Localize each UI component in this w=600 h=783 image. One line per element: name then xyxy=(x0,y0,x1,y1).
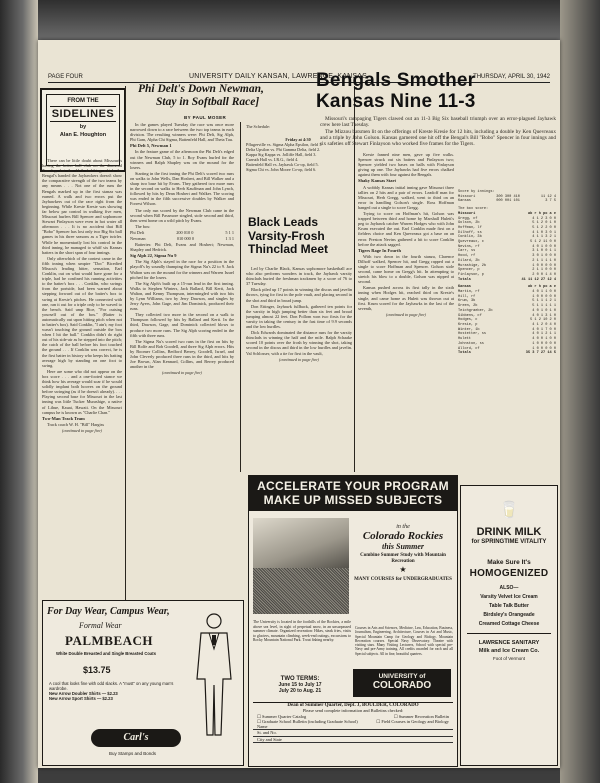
ad-headline: ACCELERATE YOUR PROGRAM xyxy=(257,479,449,493)
bengals-headline xyxy=(316,70,556,122)
continued-note: (continued to page five) xyxy=(386,311,426,317)
ad-course-list: Courses in Arts and Sciences, Medicine, Law, Education, Business, Journalism, Engineering, Architecture, Courses in Art and Music, Special Mountain Camp for Geology and Biology. Mountain Recreation courses. Special Navy Observatory. Theatre with visiting stars. Many Visiting Lecturers, School with special pre-Navy and pre-Army training. All credits awarded for each and all Special subjects. All in fine, beautiful quarters. xyxy=(355,626,453,656)
colorado-ad-banner xyxy=(249,476,457,511)
sidelines-subhead: Two-Man Track Team xyxy=(42,415,85,421)
bengals-column xyxy=(358,152,454,472)
ad-product: Birdsley's Orangeade xyxy=(483,612,535,618)
schedule-game: Carruth Hall vs. I.R.G., field 4. xyxy=(246,157,299,162)
schedule-game: Battenfeld Hall vs. Jayhawk Co-op, field 5. xyxy=(246,162,319,167)
innings-row: Missouri 300 300 410 11 12 4 xyxy=(458,194,556,199)
man-illustration-icon xyxy=(191,609,237,739)
track-headline xyxy=(248,216,356,257)
innings-row: Kansas 000 001 101 3 7 5 xyxy=(458,199,556,204)
ad-text: A cool that looks fine with odd slacks. A "must" on any young man's wardrobe. xyxy=(49,681,174,691)
ad-headline: MAKE UP MISSED SUBJECTS xyxy=(263,493,443,507)
box-header-row: Missouri ab r h po a e xyxy=(458,211,556,216)
totals-row: Totals 41 11 12 27 12 4 xyxy=(458,277,556,282)
ad-text: Buy Stamps and Bonds xyxy=(109,751,157,756)
player-row: Hoffman, lf 5 1 2 2 0 0 xyxy=(458,225,556,230)
bengals-para: Missouri's rampaging Tigers clawed out an 11-3 Big Six baseball triumph over an error-plagued Jayhawk crew here last Tuesday. xyxy=(320,116,556,129)
track-para: Led by Charlie Black, Kansas sophomore basketball ace who also performs wonders in track, the Jayhawk varsity thinclads buried the freshman trackmen by a score of 76 to 37 Tuesday. xyxy=(246,266,352,287)
player-row: Krum, 3b 5 1 1 1 2 1 xyxy=(458,299,556,304)
phidelt-box-row: Phi Delt 200 010 0 5 1 1 xyxy=(130,229,234,235)
divider xyxy=(467,633,551,634)
sidelines-column xyxy=(42,158,122,636)
phidelt-para: The only run scored by the Newman Club came in the second when Bill Passmore singled, stole second and third, then went home on a wild pitch by Evans. xyxy=(130,207,234,223)
ad-headline: DRINK MILK xyxy=(476,526,542,538)
continued-note: (continued to page five) xyxy=(62,427,102,433)
newspaper-page xyxy=(38,40,560,768)
bengals-para: With two down in the fourth stanza, Clarence Dilhoff walked, Spencer hit, and Gregg rapped out a single to score Hoffman and Spencer. Golson stole second, came home on Gregg's hit. In attempting to stretch his blow to a double, Golson was nipped at second. xyxy=(358,253,454,285)
coupon-checkbox[interactable]: ☐ Field Courses in Geology and Biology xyxy=(376,718,449,724)
player-row: Gibbens, cf 4 0 1 3 1 0 xyxy=(458,313,556,318)
phidelt-column xyxy=(130,122,234,634)
ad-body: The University is located in the foothills of the Rockies, a mile above sea level, in sight of perpetual snow, in an unsurpassed summer climate. Organized recreation: Hikes, steak fries, visits to glaciers, mountain climbing, week-end outings, excursions to Rocky Mountain National Park. Trout fishing nearby. xyxy=(253,620,351,643)
player-row: Quevreaux, c 5 1 2 11 0 0 xyxy=(458,240,556,245)
sidelines-para: There can be little doubt about Missouri's having the better ball club on the diamond Tuesday, but the 11-3 drubbing which the Bengal's handed the Jayhawkers doesn't show the comparative strength of the two teams by any means . . . Not one of the runs the Bengals marked up in the first stanza was earned. A walk and two errors put the Jayhawkers out of the race right from the beginning. While Kreste Kresie was showing far below par control in walking five men, Missouri hurlers Bill Spencer and sophomore Stewart Finlayson were even in hot water all afternoon . . . It is no accident that Bill "Bobo" Spencer has lost only two Big Six ball games in his three seasons as a Tiger twirler. While he momentarily lost his control in the third inning, he managed to whiff six Kansas batters in the short span of four innings. xyxy=(42,158,122,255)
bengals-lead xyxy=(320,116,556,152)
ad-text: Formal Wear xyxy=(79,621,122,630)
ad-text: UNIVERSITY of xyxy=(378,673,426,680)
box-header-row: Kansas ab r h po a e xyxy=(458,285,556,290)
ad-body xyxy=(49,681,179,701)
ad-text: Milk and Ice Cream Co. xyxy=(478,648,540,654)
ad-text: PALMBEACH xyxy=(65,633,154,648)
phidelt-subhead: Phi Delt 5, Newman 1 xyxy=(130,143,172,149)
ad-text: HOMOGENIZED xyxy=(469,568,549,579)
ad-text: July 20 to Aug. 21 xyxy=(278,688,322,694)
ad-text: June 15 to July 17 xyxy=(278,682,322,688)
newspaper-title: UNIVERSITY DAILY KANSAN, LAWRENCE, KANSAS xyxy=(189,73,367,80)
coupon-name-line[interactable]: Name xyxy=(253,724,453,730)
schedule-game: Sigma Chi vs. John Moore Co-op, field 6. xyxy=(246,167,317,172)
phidelt-para: Starting in the first inning the Phi Delt's scored two runs on walks to John Wells, Dan Hosbert, and Bill Walker and a sharp two base hit by Evans. They gathered two more runs in the second on walks to Herb Kauffman and John Lynch, followed by hits by Dean Hosbert and Walker. The scoring was ended in the fifth successive doubles by Walker and Forrest Wilson. xyxy=(130,170,234,207)
player-row: Nevins, rf 4 0 1 0 0 0 xyxy=(458,244,556,249)
coupon-header: Dean of Summer Quarter, Dept. J, BOULDER, COLORADO xyxy=(287,703,419,708)
player-row: Green, 2b 5 1 1 1 1 1 xyxy=(458,304,556,309)
bengals-para: Kresie fanned nine men, gave up five walks. Spencer struck out six batters and Finlayson two; Spencer yielded two bases on balls with Finlayson giving up one. The Jayhawks had five errors chalked against them with four against the Bengals. xyxy=(358,152,454,178)
colorado-ad xyxy=(248,475,458,767)
ad-text: for SPRINGTIME VITALITY xyxy=(471,539,547,545)
phidelt-box-row: Newman 010 000 0 1 3 1 xyxy=(130,235,234,241)
score-by-innings-title: Score by innings: xyxy=(458,190,495,194)
player-row: Conklin, 3b 4 1 1 3 2 1 xyxy=(458,235,556,240)
university-logo xyxy=(353,669,451,697)
player-row: Martin, rf 4 0 1 1 0 0 xyxy=(458,290,556,295)
ad-text: in the xyxy=(396,524,410,530)
sidelines-para: Here are some who did not appear on the box score . . . and a one-footed stance we think how his average would soar if he would solidly implant both hooves on the ground before swinging (as if he doesn't already). . . . Playing second base for Missouri in the last inning was little Tucker Murashige, a native of Lihue, Kauai, Hawaii. On the Missouri campus he is known as "Charlie Chan." xyxy=(42,368,122,415)
track-headline-line: Black Leads xyxy=(248,215,319,229)
player-row: Hood, rf 3 0 1 0 0 0 xyxy=(458,254,556,259)
sidelines-para: Track coach W. H. "Bill" Hargiss xyxy=(47,421,105,427)
coupon-street-line[interactable]: St. and No. xyxy=(253,730,453,736)
carls-logo: Carl's xyxy=(91,729,181,747)
phidelt-subhead: Sig Alph 22, Sigma Nu 9 xyxy=(130,253,177,259)
bengals-para: The Mizzou batsmen lit on the offerings of Kreste Kresie for 12 hits, including a double by Ken Quevreaux and a triple by John Golson. Kansas garnered one hit off the Bengal's Bill "Bobo" Spencer in four innings and six safeties off Stewart Finlayson who worked five frames for the Tigers. xyxy=(320,129,556,148)
player-row: Dilard, 2b 2 1 1 1 1 0 xyxy=(458,258,556,263)
colorado-rockies-text xyxy=(353,524,453,583)
continued-note: (continued to page five) xyxy=(162,370,202,376)
coupon-checkbox[interactable]: ☐ Summer Recreation Bulletin xyxy=(393,713,449,719)
ad-text: For Day Wear, Campus Wear, xyxy=(47,606,170,617)
phidelt-para: The Sig Alph's built up a 15-run lead in the first inning. Walks to Stephen Winters, Jack Ballard, Bill Kerti, Jack Walton, and Kenny Thompson, intermingled with two hits by Lynn Williams, two by Jerry Dawson, and singles by Jerry Ayers, John Gage, and Jim Dominick, produced their runs. xyxy=(130,280,234,312)
phidelt-para: The box: xyxy=(135,223,151,229)
track-para: Black piled up 17 points in winning the discus and javelin throws, tying for first in the pole vault, and placing second in the shot and third in broad jump. xyxy=(246,287,352,303)
continued-note: (continued to page five) xyxy=(279,356,319,362)
player-row: Carr, ss 3 1 0 0 1 1 xyxy=(458,249,556,254)
player-row: Kresie, p 4 1 2 0 4 0 xyxy=(458,322,556,327)
track-column xyxy=(246,266,352,472)
player-row: Golson, 2b 5 1 2 0 1 0 xyxy=(458,221,556,226)
ad-text: this Summer xyxy=(381,542,424,551)
column-rule xyxy=(125,86,126,638)
schedule-game: Delta Upsilon vs. Phi Gamma Delta, field 2. xyxy=(246,147,321,152)
player-row: Finlayson, p 2 0 0 1 4 0 xyxy=(458,272,556,277)
sidelines-by: by xyxy=(79,124,87,130)
box-score-title: The box score: xyxy=(458,207,489,212)
player-row: Gregg, cf 4 1 2 3 0 0 xyxy=(458,216,556,221)
player-row: Hulett 4 0 0 1 0 0 xyxy=(458,337,556,342)
phidelt-para: They collected two more in the second on a walk to Thompson followed by hits by Ballard and Kerti. In the third, Dawson, Gage, and Dominick collected blows to produce two more runs. The Sig Alph scoring ended in the fifth with three runs. xyxy=(130,312,234,338)
player-row: Teichgraeber, 2b 4 0 1 0 1 0 xyxy=(458,308,556,313)
phidelt-batteries: Batteries: Phi Delt, Evans and Hosbert; Newman, Shapley and Hedrick. xyxy=(130,242,234,253)
player-row: Murashige, 2b 1 0 0 0 0 0 xyxy=(458,263,556,268)
sidelines-from: FROM THE xyxy=(67,98,99,104)
ad-product: Varsity Velvet Ice Cream xyxy=(480,594,538,600)
phidelt-para: The Sig Alph's stayed in the race for a position in the playoff's by soundly thumping the Sigma Nu's 22 to 9. Jack Walton was on the mound for the winners and Warren Israel pitched for the losers. xyxy=(130,259,234,280)
ad-text: Combine Summer Study with Mountain Recreation xyxy=(360,553,446,564)
player-row: Winter, 1b 4 0 1 7 0 0 xyxy=(458,327,556,332)
totals-row: Totals 35 3 7 27 14 5 xyxy=(458,351,556,356)
sidelines-author: Alan E. Houghton xyxy=(59,132,107,138)
player-row: Hill, rf 1 0 0 0 0 0 xyxy=(458,294,556,299)
coupon-instructions: Please send complete information and Bulletins checked: xyxy=(302,708,404,714)
bengals-subhead: Tigers Rage In Fourth xyxy=(358,247,402,253)
ad-product: Creamed Cottage Cheese xyxy=(478,621,540,627)
box-score xyxy=(458,190,556,486)
ad-text: Foot of Vermont xyxy=(492,656,526,661)
ad-text: Make Sure It's xyxy=(487,559,531,566)
ad-text: TWO TERMS: xyxy=(280,676,320,682)
milk-ad xyxy=(460,485,558,766)
milk-bottle-icon: 🥛 xyxy=(499,502,519,519)
book-spine xyxy=(0,0,38,783)
phidelt-para: The Sigma Nu's scored two runs in the first on hits by Bill Rolfe and Bob Goodell, and three Sig Alph errors. Hits by Boomer Collins, Bedford Berrey, Goodell, Israel, and John Cleverly produced three runs in the third, and hits by Joe Brown, Alan Kennard, Collins, and Berrey produced another in the xyxy=(130,338,234,370)
bengals-headline-line2: Kansas Nine 11-3 xyxy=(316,91,476,112)
player-row: Dilhoff, ss 4 1 0 3 0 1 xyxy=(458,230,556,235)
ad-text: White Double Breasted and Single Breasted Coats xyxy=(55,651,157,656)
bengals-para: Trying to score on Hoffman's hit, Golson was trapped between third and home by Marshall Hulett's peg to Jayhawk catcher Warren Hodges who with John Krum executed the out. Earl Conklin made first on a fielders choice and Ken Quevreaux got a base on an error. Preston Nevins gathered a hit to score Conklin before the attack sagged. xyxy=(358,211,454,247)
track-headline-line: Thinclad Meet xyxy=(248,242,329,256)
sidelines-inner xyxy=(46,94,120,166)
bengals-para: Kansas pushed across its first tally in the sixth inning when Hodges hit, reached third on Kresie's single, and came home as Hulett was thrown out at first. Krum scored for the Jayhawks in the last of the seventh, xyxy=(358,285,454,311)
phidelt-headline-line2: Stay in Softball Race] xyxy=(156,96,260,108)
bengals-headline-line1: Bengals Smother xyxy=(316,70,476,91)
right-page-edge xyxy=(560,0,600,783)
coupon-checkbox[interactable]: ☐ Graduate School Bulletin (including Graduate School) xyxy=(257,718,358,724)
phidelt-headline-line1: Phi Delt's Down Newman, xyxy=(138,83,264,95)
ad-terms xyxy=(255,676,345,694)
campus-photo xyxy=(253,518,349,614)
palmbeach-ad xyxy=(42,600,244,766)
coupon xyxy=(253,702,453,743)
ad-product: Table Talk Butter xyxy=(489,603,529,609)
issue-date: THURSDAY, APRIL 30, 1942 xyxy=(473,74,550,80)
track-headline-line: Varsity-Frosh xyxy=(248,228,325,243)
ad-text: ALSO— xyxy=(499,585,519,591)
price-tag: $13.75 xyxy=(83,665,111,675)
coupon-checkbox[interactable]: ☐ Summer Quarter Catalog xyxy=(257,713,307,719)
top-shadow xyxy=(38,0,560,40)
missouri-rows xyxy=(458,217,556,278)
sidelines-title: SIDELINES xyxy=(51,108,115,120)
ad-text: MANY COURSES for UNDERGRADUATES xyxy=(354,577,452,582)
phidelt-para: In the feature game of the afternoon the Phi Delt's edged out the Newman Club, 5 to 1. Roy Evans hurled for the winners and Ralph Shapley was on the mound for the losers. xyxy=(130,149,234,170)
column-rule xyxy=(240,122,241,472)
bengals-para: A wobbly Kansas initial inning gave Missouri three tallies on 2 hits and a pair of errors. Leadoff man for Missouri, Herb Gregg, walked, went to third on an error in handling Golson's single. Ross Hoffman banged out a single to score Gregg. xyxy=(358,184,454,210)
player-row: Allord, cf 1 0 0 0 0 0 xyxy=(458,346,556,351)
ad-text: New Arrow Sport Shirts — $2.23 xyxy=(49,696,113,701)
track-para: Don Ettinger, Jayhawk fullback, gathered ten points for the varsity in high jumping better than six feet and broad jumping almost 22 feet. Don Pollom won two firsts for the varsity in taking the century in the fast time of 9.9 seconds and the low hurdles. xyxy=(246,303,352,330)
ad-text: Colorado Rockies xyxy=(362,530,444,542)
ad-text: New Arrow Doubler Shirts — $2.23 xyxy=(49,691,118,696)
bengals-subhead: Shaky Kansas Start xyxy=(358,178,397,184)
player-row: Hostetter, ss 4 0 1 2 1 1 xyxy=(458,332,556,337)
schedule-intro: The Schedule: xyxy=(246,124,271,129)
schedule-game: Pflugerville vs. Sigma Alpha Epsilon, field 1. xyxy=(246,142,323,147)
star-icon: ★ xyxy=(399,565,407,574)
ad-text: COLORADO xyxy=(372,680,432,691)
coupon-options xyxy=(253,719,453,724)
player-row: Johnston, ss 1 0 0 0 0 0 xyxy=(458,341,556,346)
kansas-rows xyxy=(458,290,556,351)
schedule-day: Friday at 4:30 xyxy=(285,137,311,142)
schedule-game: Kappa Sig Kappa vs. Jolliffe Hall, field 3. xyxy=(246,152,317,157)
player-row: Hodges, c 5 1 2 10 2 0 xyxy=(458,318,556,323)
coupon-city-line[interactable]: City and State xyxy=(253,737,453,743)
ad-text: LAWRENCE SANITARY xyxy=(478,640,540,646)
phidelt-para: In the games played Tuesday the race was once more narrowed down to a race between the two top teams in each division. The resulting winners were: Phi Delt, Sig Alph, Phi Gam, Alpha Chi Sigma, Battenfeld Hall, and Theta Tau. xyxy=(130,122,234,143)
sidelines-para: Only afterwhich of the contest came in the fifth inning when umpire "Doc" Bicedied Missou's leading hitter, sensation, Earl Conklin, out on what would have gone for a triple, had he confined his running activities to the batter's box . . . Conklin, who swings from the portside, had been warned about stepping forward out of the batter's box to swing at Kresie's pitches. He connected with one, ran it out for a triple only to be waved to the bench. Said ump Bice, "For outsing yourself out of the box." (Batter is automatically out upon hitting pitch when not in batter's box). Said Conklin, "I ain't; my foot wasn't touching the ground outside the box when I hit the ball." Conklin didn't do right out of his side-air as he stepped into the pitch; the catch of the ball before his foot touched the ground . . . If Conklin was correct, he is the first batter in history who keeps his batting average high by standing on one foot to swing. xyxy=(42,255,122,368)
player-row: Spencer, p 2 1 1 0 0 0 xyxy=(458,268,556,273)
page-number: PAGE FOUR xyxy=(48,74,83,80)
phidelt-byline: BY PAUL MOSER xyxy=(184,115,227,120)
track-para: Dick Edwards dominated the distance runs for the varsity thinclads in winning the half and the mile. Ralph Schaake scored 10 points over the frosh by winning the shot, taking second in the discus and third in the low hurdles and javelin. Val Schlosser, with a tie for first in the vault, xyxy=(246,330,352,356)
